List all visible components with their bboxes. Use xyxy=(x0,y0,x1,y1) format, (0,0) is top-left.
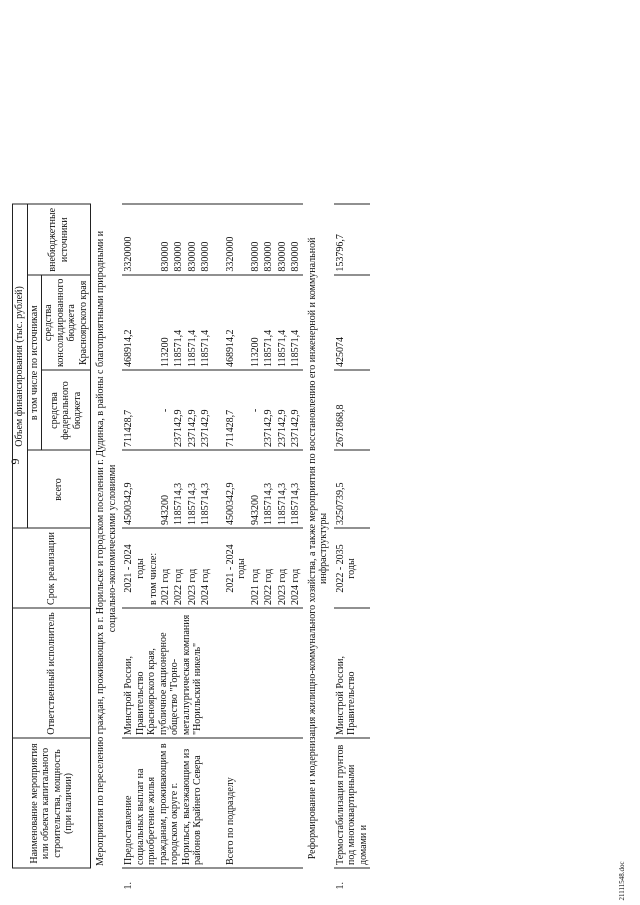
file-name: 21111548.doc xyxy=(618,861,626,901)
item-executor: Минстрой России, Правительство xyxy=(334,609,371,739)
extrabudget-cell: 830000 xyxy=(262,204,276,275)
row-number: 1. xyxy=(334,882,346,890)
extrabudget-cell: 830000 xyxy=(199,204,213,275)
federal-cell: 237142,9 xyxy=(186,371,200,451)
header-period: Срок реализации xyxy=(13,529,91,609)
regional-cell: 113200 xyxy=(249,275,263,370)
total-cell: 3250739,5 xyxy=(334,451,371,529)
period-cell: 2021 год xyxy=(249,529,263,609)
period-cell: 2021 - 2024 годы xyxy=(224,529,249,609)
regional-cell: 425074 xyxy=(334,275,371,370)
subtotal-label: Всего по подразделу xyxy=(224,739,303,869)
federal-cell: 711428,7 xyxy=(122,371,147,451)
federal-cell: - xyxy=(249,371,263,451)
extrabudget-cell: 830000 xyxy=(276,204,290,275)
item-name: Предоставление социальных выплат на приобретение жилья гражданам, проживающим в городском округе г. Норильск, выезжающим из районов Крайнего Севера xyxy=(122,739,213,869)
federal-cell: 237142,9 xyxy=(199,371,213,451)
period-cell: 2024 год xyxy=(289,529,303,609)
period-cell: 2021 - 2024 годы xyxy=(122,529,147,609)
period-cell: 2024 год xyxy=(199,529,213,609)
federal-cell: 237142,9 xyxy=(276,371,290,451)
period-cell: 2022 год xyxy=(262,529,276,609)
regional-cell: 118571,4 xyxy=(172,275,186,370)
regional-cell: 468914,2 xyxy=(122,275,147,370)
header-total: всего xyxy=(27,451,91,529)
extrabudget-cell: 830000 xyxy=(147,204,172,275)
total-cell: 943200 xyxy=(147,451,172,529)
item-name: Термостабилизация грунтов под многоквартирными домами и xyxy=(334,739,371,869)
extrabudget-cell: 3320000 xyxy=(224,204,249,275)
period-cell: 2022 - 2035 годы xyxy=(334,529,371,609)
total-cell: 1185714,3 xyxy=(199,451,213,529)
total-cell: 1185714,3 xyxy=(186,451,200,529)
header-funding: Объем финансирования (тыс. рублей) xyxy=(13,204,28,528)
regional-cell: 113200 xyxy=(147,275,172,370)
federal-cell: 237142,9 xyxy=(172,371,186,451)
total-cell: 943200 xyxy=(249,451,263,529)
federal-cell: 711428,7 xyxy=(224,371,249,451)
header-name: Наименование мероприятия или объекта капитального строительства, мощность (при наличии) xyxy=(13,739,91,869)
header-num-cell xyxy=(13,869,91,893)
header-regional: средства консолидированного бюджета Красноярского края xyxy=(42,275,91,370)
period-cell: 2023 год xyxy=(186,529,200,609)
period-cell: в том числе: 2021 год xyxy=(147,529,172,609)
federal-cell: 237142,9 xyxy=(262,371,276,451)
section-title: Реформирование и модернизация жилищно-коммунального хозяйства, а также мероприятия по восстановлению его инженерной и коммунальной инфраструктуры xyxy=(306,237,329,860)
period-cell: 2022 год xyxy=(172,529,186,609)
header-by-source: в том числе по источникам xyxy=(27,275,42,450)
item-executor: Минстрой России, Правительство Красноярского края, публичное акционерное общество "Горно-металлургическая компания "Норильский никель" xyxy=(122,609,213,739)
extrabudget-cell: 830000 xyxy=(172,204,186,275)
regional-cell: 118571,4 xyxy=(262,275,276,370)
header-federal: средства федерального бюджета xyxy=(42,371,91,451)
header-extrabudget: внебюджетные источники xyxy=(27,204,91,275)
total-cell: 1185714,3 xyxy=(262,451,276,529)
total-cell: 1185714,3 xyxy=(289,451,303,529)
federal-cell: - xyxy=(147,371,172,451)
total-cell: 4500342,9 xyxy=(122,451,147,529)
extrabudget-cell: 3320000 xyxy=(122,204,147,275)
regional-cell: 118571,4 xyxy=(276,275,290,370)
extrabudget-cell: 830000 xyxy=(289,204,303,275)
federal-cell: 237142,9 xyxy=(289,371,303,451)
header-executor: Ответственный исполнитель xyxy=(13,609,91,739)
total-cell: 4500342,9 xyxy=(224,451,249,529)
funding-table xyxy=(12,204,370,893)
total-cell: 1185714,3 xyxy=(276,451,290,529)
regional-cell: 118571,4 xyxy=(199,275,213,370)
page-number: 9 xyxy=(8,458,22,465)
row-number: 1. xyxy=(123,882,134,890)
section-title: Мероприятия по переселению граждан, проживающих в г. Норильске и городском поселении г. Дудинка, в районы с благоприятными природными и социально-экономическими условиями xyxy=(95,230,118,866)
federal-cell: 2671868,8 xyxy=(334,371,371,451)
regional-cell: 118571,4 xyxy=(186,275,200,370)
regional-cell: 468914,2 xyxy=(224,275,249,370)
extrabudget-cell: 830000 xyxy=(186,204,200,275)
regional-cell: 118571,4 xyxy=(289,275,303,370)
total-cell: 1185714,3 xyxy=(172,451,186,529)
extrabudget-cell: 153796,7 xyxy=(334,204,371,275)
period-cell: 2023 год xyxy=(276,529,290,609)
extrabudget-cell: 830000 xyxy=(249,204,263,275)
